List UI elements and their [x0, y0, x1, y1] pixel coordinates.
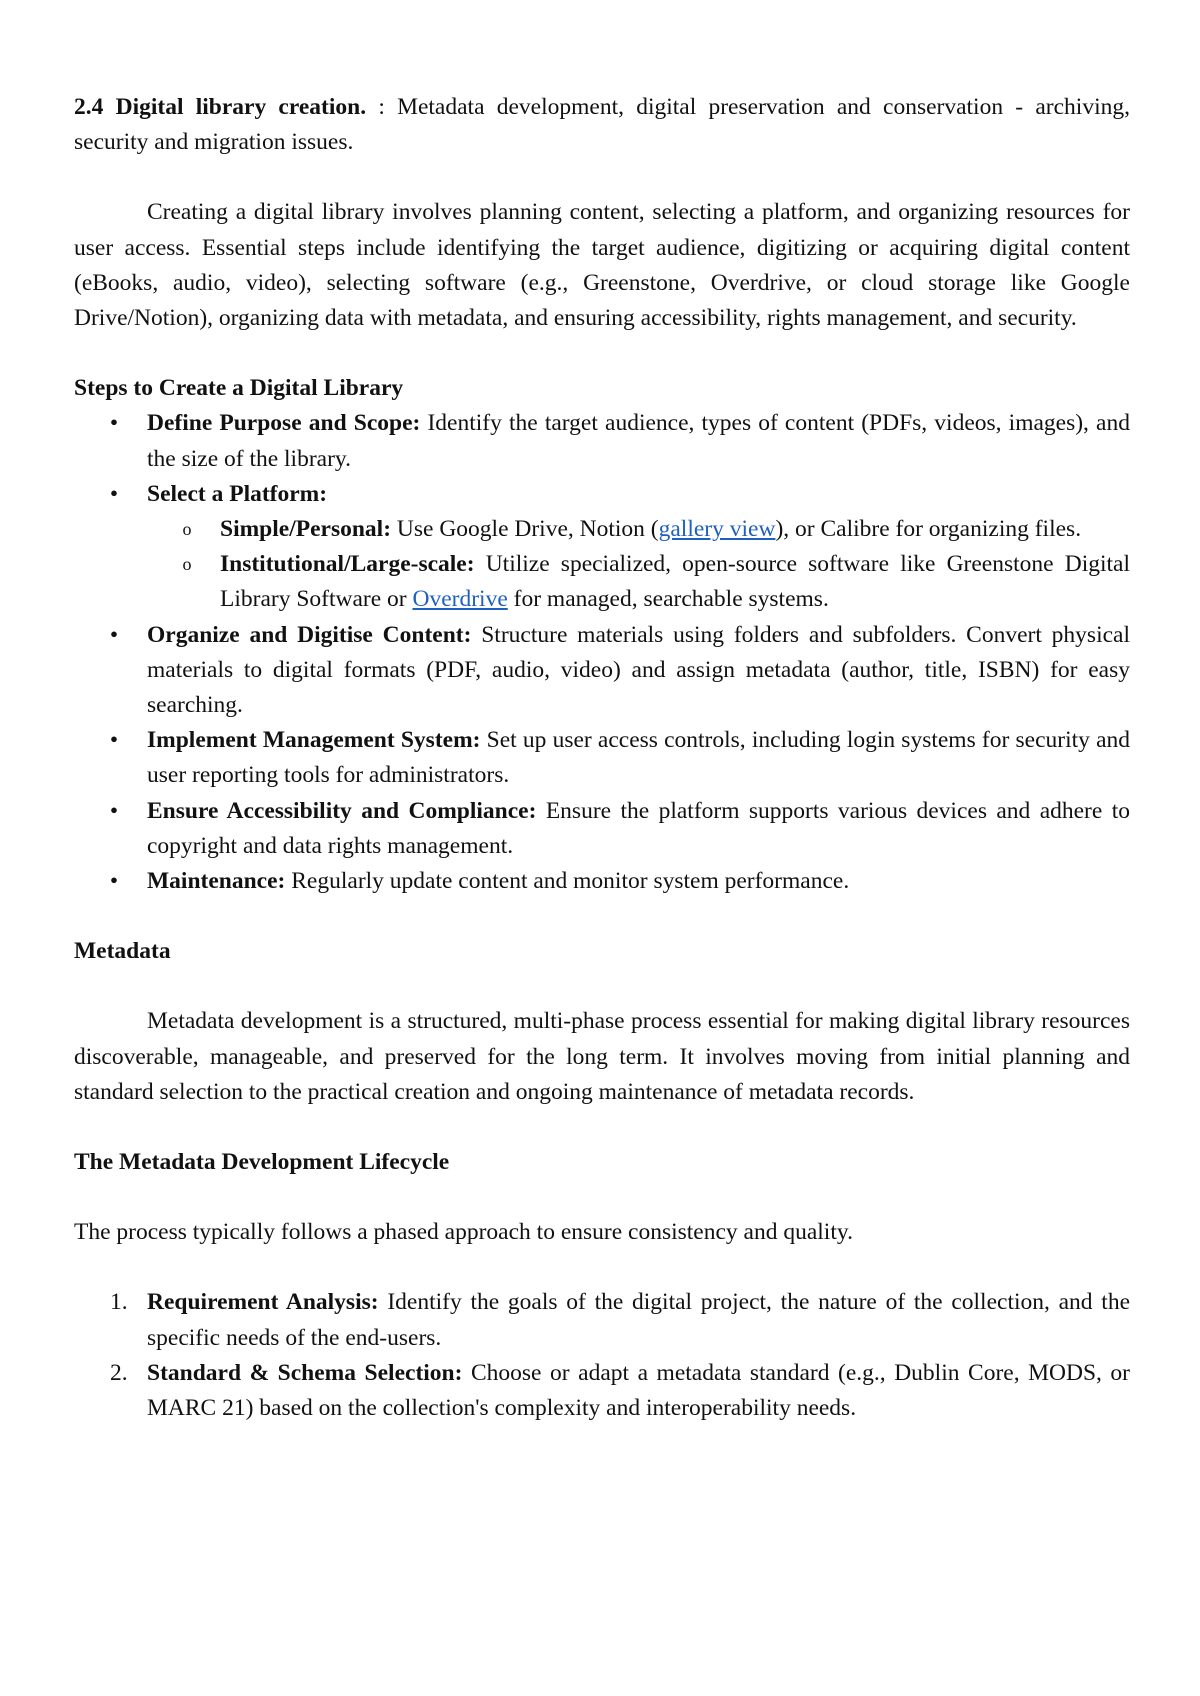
list-item: [74, 723, 1130, 793]
sub-list-item: [74, 547, 1130, 617]
section-heading: 2.4 Digital library creation.: [74, 94, 367, 120]
list-number: 2.: [110, 1359, 128, 1386]
gallery-view-link[interactable]: gallery view: [658, 516, 776, 543]
list-item-label: Organize and Digitise Content:: [147, 621, 472, 648]
list-item-text: Structure materials using folders and subfolders. Convert physical materials to digital formats (PDF, audio, video) and assign metadata (author, title, ISBN) for easy searching.: [147, 621, 1130, 719]
sub-bullet-icon: o: [182, 554, 192, 575]
list-item-label: Implement Management System:: [147, 727, 481, 754]
steps-list: [74, 406, 1130, 899]
section-heading-rest: : Metadata development, digital preservation and conservation - archiving, security and migration issues.: [74, 94, 1130, 156]
list-item-text: Set up user access controls, including login systems for security and user reporting tools for administrators.: [147, 727, 1131, 789]
spacer: [74, 969, 1130, 1004]
spacer: [74, 160, 1130, 195]
spacer: [74, 1110, 1130, 1145]
metadata-heading: Metadata: [74, 938, 171, 965]
list-item: [74, 618, 1130, 724]
sub-item-text: Utilize specialized, open-source software like Greenstone Digital Library Software or: [220, 551, 1130, 613]
sub-item-label: Institutional/Large-scale:: [220, 551, 475, 578]
spacer: [74, 899, 1130, 934]
list-item: [74, 1356, 1130, 1426]
bullet-icon: •: [109, 797, 119, 824]
list-item-text: Choose or adapt a metadata standard (e.g., Dublin Core, MODS, or MARC 21) based on the collection's complexity and interoperability needs.: [147, 1359, 1131, 1422]
document-page: [74, 90, 1130, 1426]
lifecycle-heading: The Metadata Development Lifecycle: [74, 1149, 450, 1176]
list-item-label: Define Purpose and Scope:: [147, 410, 421, 437]
lifecycle-list: [74, 1285, 1130, 1426]
spacer: [74, 1250, 1130, 1285]
overdrive-link[interactable]: Overdrive: [412, 586, 508, 613]
list-item: [74, 864, 1130, 899]
list-item: [74, 1285, 1130, 1355]
list-item-label: Ensure Accessibility and Compliance:: [147, 797, 537, 824]
bullet-icon: •: [109, 410, 119, 437]
list-number: 1.: [110, 1289, 128, 1316]
spacer: [74, 336, 1130, 371]
metadata-paragraph: Metadata development is a structured, multi-phase process essential for making digital library resources discoverable, manageable, and preserved for the long term. It involves moving from initial planning and standard selection to the practical creation and ongoing maintenance of metadata records.: [74, 1008, 1130, 1105]
bullet-icon: •: [109, 621, 119, 648]
list-item-label: Requirement Analysis:: [147, 1289, 379, 1316]
list-item-label: Select a Platform:: [147, 480, 328, 507]
spacer: [74, 1180, 1130, 1215]
sub-bullet-icon: o: [182, 519, 192, 540]
list-item: [74, 477, 1130, 512]
lifecycle-intro: The process typically follows a phased approach to ensure consistency and quality.: [74, 1219, 853, 1246]
sub-item-text: ), or Calibre for organizing files.: [775, 516, 1082, 543]
list-item-text: Identify the goals of the digital project, the nature of the collection, and the specific needs of the end-users.: [147, 1289, 1130, 1351]
list-item-text: Ensure the platform supports various devices and adhere to copyright and data rights management.: [147, 797, 1130, 859]
bullet-icon: •: [109, 727, 119, 754]
section-title: [74, 90, 1130, 160]
list-item-label: Maintenance:: [147, 868, 286, 895]
sub-item-text: for managed, searchable systems.: [507, 586, 829, 613]
sub-item-label: Simple/Personal:: [220, 516, 392, 543]
list-item-text: Regularly update content and monitor system performance.: [285, 868, 850, 895]
list-item: [74, 406, 1130, 476]
intro-paragraph: Creating a digital library involves planning content, selecting a platform, and organizing resources for user access. Essential steps include identifying the target audience, digitizing or acquiring digital content (eBooks, audio, video), selecting software (e.g., Greenstone, Overdrive, or cloud storage like Google Drive/Notion), organizing data with metadata, and ensuring accessibility, rights management, and security.: [74, 199, 1130, 332]
sub-list-item: [74, 512, 1130, 547]
bullet-icon: •: [109, 480, 119, 507]
list-item-text: Identify the target audience, types of content (PDFs, videos, images), and the size of the library.: [147, 410, 1130, 472]
steps-heading: Steps to Create a Digital Library: [74, 375, 404, 402]
bullet-icon: •: [109, 868, 119, 895]
sub-item-text: Use Google Drive, Notion (: [391, 516, 659, 543]
list-item: [74, 794, 1130, 864]
list-item-label: Standard & Schema Selection:: [147, 1359, 463, 1386]
